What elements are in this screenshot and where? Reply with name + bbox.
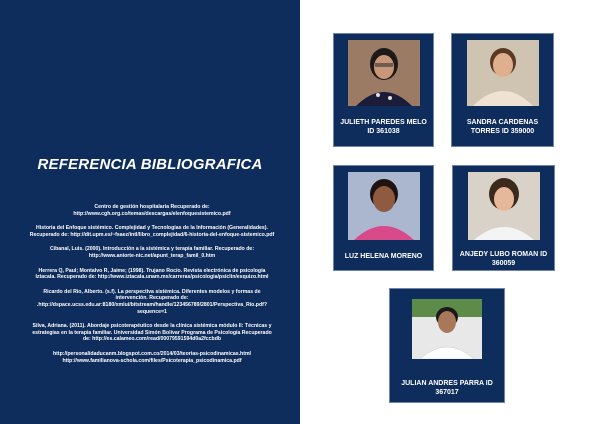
member-name-line: JULIAN ANDRES PARRA ID — [401, 380, 493, 387]
member-name — [338, 118, 429, 136]
member-id-line: TORRES ID 359000 — [470, 128, 535, 135]
member-name-line: SANDRA CARDENAS — [466, 119, 539, 126]
member-id-line: 367017 — [435, 389, 459, 396]
reference-item: Centro de gestión hospitalaria Recuperado de: http://www.cgh.org.co/temas/descargas/elenfoquesistemico.pdf — [73, 204, 231, 217]
member-card-julian — [389, 288, 505, 403]
member-name — [338, 252, 429, 261]
member-photo — [467, 40, 539, 106]
reference-item: Historia del Enfoque sistémico. Complejidad y Tecnologías de la Información (Generalidades). Recuperado de: http://dit.upm.es/~fsaez/intl/libro_complejidad/6-historia-del-enfoque-sistemico.pdf — [29, 225, 275, 238]
portrait-image — [348, 40, 420, 106]
portrait-image — [468, 172, 540, 240]
member-name-line: ANJEDY LUBO ROMAN ID — [459, 251, 548, 258]
member-card-sandra — [451, 33, 554, 147]
reference-item: Silva, Adriana. (2011). Abordaje psicoterapéutico desde la clínica sistémica módulo II: Técnicas y estrategias en la terapia familiar. Universidad Simón Bolívar Programa de Psicología Recuperado de: http://es.calameo.com/read/00079591594d0a2fccbdb — [32, 323, 272, 343]
member-name — [456, 118, 549, 136]
portrait-image — [467, 40, 539, 106]
member-name-line: JULIETH PAREDES MELO — [340, 119, 427, 126]
member-photo — [468, 172, 540, 240]
reference-item: Ricardo del Rio, Alberto. (s.f). La perspectiva sistémica. Diferentes modelos y formas de intervención. Recuperado de: .http://dspace.ucss.edu.ar:8180/xmlui/bitstream/handle/123456789/2801/Perspectiva_Rio.pdf?sequence=1 — [36, 288, 268, 315]
member-name-line: LUZ HELENA MORENO — [344, 253, 423, 260]
member-id-line: ID 361038 — [367, 128, 400, 135]
member-photo — [412, 299, 482, 359]
portrait-image — [348, 172, 420, 240]
member-id-line: 360059 — [491, 260, 516, 267]
member-card-julieth — [333, 33, 434, 147]
member-card-luz — [333, 165, 434, 271]
member-name — [457, 250, 550, 268]
member-card-anjedy — [452, 165, 555, 271]
reference-list — [28, 204, 276, 372]
member-name — [394, 379, 500, 397]
page-title: REFERENCIA BIBLIOGRAFICA — [37, 156, 263, 173]
portrait-image — [412, 299, 482, 359]
reference-item: Herrera Q, Paul; Montalvo R, Jaime; (1998). Trujano Rocío. Revista electrónica de psicología Iztacala. Recuperado de: http://www.iztacala.unam.mx/carreras/psicologia/psiclin/esquizo.html — [35, 267, 269, 281]
member-photo — [348, 172, 420, 240]
reference-item: Cibanal, Luis. (2000). Introducción a la sistémica y terapia familiar. Recuperado de: http://www.aniorte-nic.net/apunt_terap_famil_0.htm — [49, 246, 255, 259]
member-photo — [348, 40, 420, 106]
reference-item: http://personalidaducanm.blogspot.com.co/2014/03/teorias-psicodinamicas.html http://www.familianova-schola.com/files/Psicoterapia_psicodinamica.pdf — [52, 350, 252, 364]
